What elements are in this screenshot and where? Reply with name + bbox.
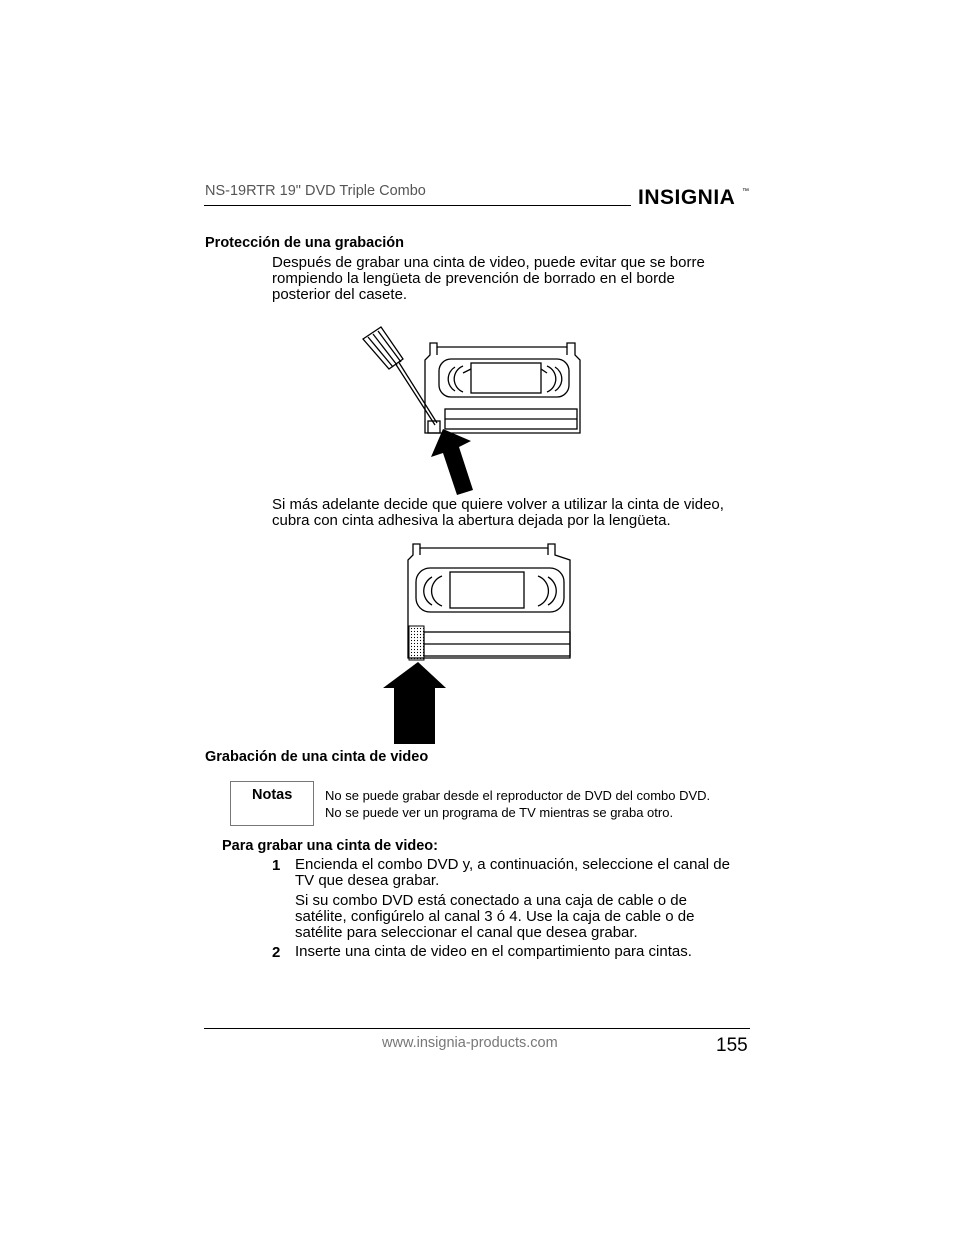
- text-line: satélite, configúrelo al canal 3 ó 4. Use la caja de cable o de: [295, 908, 695, 925]
- section-heading-protection: Protección de una grabación: [205, 235, 405, 251]
- text-line: Si más adelante decide que quiere volver a utilizar la cinta de video,: [272, 496, 724, 513]
- step-2-text: Inserte una cinta de video en el compartimiento para cintas.: [295, 943, 692, 960]
- reuse-paragraph: [272, 497, 724, 529]
- note-item: No se puede ver un programa de TV mientras se graba otro.: [325, 805, 674, 820]
- footer-divider: [204, 1028, 750, 1029]
- text-line: cubra con cinta adhesiva la abertura dejada por la lengüeta.: [272, 512, 671, 529]
- header-divider: [204, 205, 631, 206]
- arrow-icon: [383, 662, 446, 744]
- svg-text:™: ™: [742, 188, 749, 195]
- step-1-text: [295, 857, 730, 889]
- page-number: 155: [716, 1035, 748, 1056]
- notes-label: Notas: [252, 787, 293, 803]
- text-line: TV que desea grabar.: [295, 872, 440, 889]
- text-line: posterior del casete.: [272, 286, 408, 303]
- protection-paragraph: [272, 255, 705, 303]
- notes-list: [325, 787, 710, 821]
- text-line: Después de grabar una cinta de video, puede evitar que se borre: [272, 254, 705, 271]
- cassette-tab-break-illustration: [355, 325, 595, 495]
- step-number: 2: [272, 944, 281, 961]
- note-item: No se puede grabar desde el reproductor de DVD del combo DVD.: [325, 788, 711, 803]
- header-title: NS-19RTR 19" DVD Triple Combo: [205, 183, 426, 199]
- step-1-subtext: [295, 893, 694, 941]
- text-line: Encienda el combo DVD y, a continuación, seleccione el canal de: [295, 856, 730, 873]
- section-heading-recording: Grabación de una cinta de video: [205, 749, 429, 765]
- svg-text:INSIGNIA: INSIGNIA: [638, 186, 736, 209]
- text-line: Si su combo DVD está conectado a una caja de cable o de: [295, 892, 687, 909]
- step-number: 1: [272, 857, 281, 874]
- adhesive-tape: [409, 626, 424, 660]
- text-line: satélite para seleccionar el canal que desea grabar.: [295, 924, 638, 941]
- text-line: rompiendo la lengüeta de prevención de borrado en el borde: [272, 270, 675, 287]
- cassette-tape-cover-illustration: [380, 540, 580, 745]
- procedure-heading: Para grabar una cinta de video:: [222, 838, 438, 854]
- arrow-icon: [431, 429, 473, 495]
- footer-url: www.insignia-products.com: [382, 1035, 558, 1051]
- insignia-logo: [638, 183, 753, 214]
